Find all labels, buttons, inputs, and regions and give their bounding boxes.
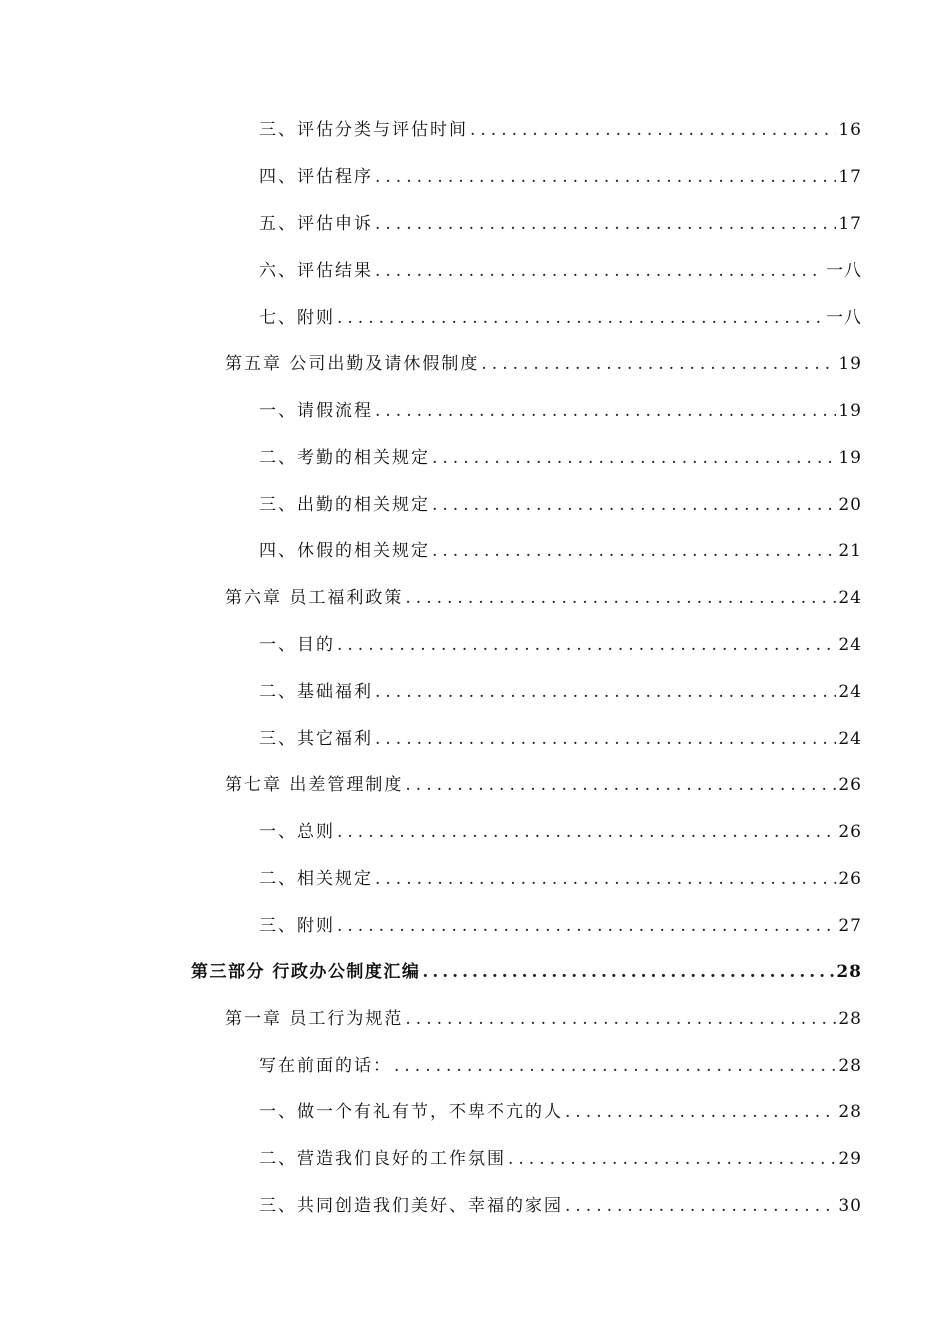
toc-leader-dots: [337, 916, 836, 936]
toc-entry-title: 三、其它福利: [259, 729, 373, 749]
toc-entry[interactable]: [259, 911, 862, 936]
toc-entry-title: 二、营造我们良好的工作氛围: [259, 1149, 506, 1169]
toc-entry-title: 第一章 员工行为规范: [225, 1009, 404, 1029]
toc-leader-dots: [422, 962, 834, 982]
toc-entry-page: 28: [838, 1009, 862, 1029]
toc-leader-dots: [375, 167, 836, 187]
toc-entry-title: 五、评估申诉: [259, 214, 373, 234]
toc-entry-page: 24: [838, 682, 862, 702]
toc-entry-title: 第六章 员工福利政策: [225, 588, 404, 608]
toc-leader-dots: [375, 682, 836, 702]
toc-leader-dots: [405, 775, 836, 795]
toc-leader-dots: [337, 635, 836, 655]
toc-entry-title: 第七章 出差管理制度: [225, 775, 404, 795]
toc-entry-title: 三、附则: [259, 916, 335, 936]
toc-entry[interactable]: [259, 1097, 862, 1122]
toc-leader-dots: [375, 401, 836, 421]
toc-entry[interactable]: [259, 490, 862, 515]
toc-entry[interactable]: [259, 209, 862, 234]
toc-entry-title: 一、总则: [259, 822, 335, 842]
toc-entry-page: 21: [838, 541, 862, 561]
toc-entry-page: 26: [838, 775, 862, 795]
toc-entry-page: 24: [838, 635, 862, 655]
toc-leader-dots: [337, 822, 836, 842]
toc-entry-title: 二、基础福利: [259, 682, 373, 702]
toc-entry-page: 19: [838, 401, 862, 421]
toc-entry-page: 一八: [826, 261, 862, 281]
toc-entry[interactable]: [225, 1004, 862, 1029]
toc-leader-dots: [432, 541, 836, 561]
toc-entry-title: 二、考勤的相关规定: [259, 448, 430, 468]
toc-entry[interactable]: [259, 1191, 862, 1216]
toc-entry-page: 24: [838, 588, 862, 608]
toc-entry-page: 17: [838, 214, 862, 234]
toc-entry-part[interactable]: [191, 957, 862, 982]
toc-entry-title: 二、相关规定: [259, 869, 373, 889]
toc-leader-dots: [565, 1196, 836, 1216]
toc-entry-page: 17: [838, 167, 862, 187]
toc-entry-title: 一、请假流程: [259, 401, 373, 421]
toc-leader-dots: [470, 120, 836, 140]
toc-entry-title: 三、评估分类与评估时间: [259, 120, 468, 140]
toc-entry[interactable]: [225, 770, 862, 795]
toc-entry-page: 26: [838, 869, 862, 889]
toc-entry-title: 三、出勤的相关规定: [259, 495, 430, 515]
toc-entry[interactable]: [259, 443, 862, 468]
toc-leader-dots: [432, 448, 836, 468]
toc-entry[interactable]: [259, 115, 862, 140]
toc-entry-page: 29: [838, 1149, 862, 1169]
toc-entry[interactable]: [225, 349, 862, 374]
toc-entry-page: 16: [838, 120, 862, 140]
toc-entry-title: 六、评估结果: [259, 261, 373, 281]
toc-entry-page: 28: [838, 1056, 862, 1076]
toc-entry[interactable]: [259, 1051, 862, 1076]
toc-entry[interactable]: [259, 536, 862, 561]
toc-leader-dots: [375, 261, 824, 281]
toc-entry-page: 19: [838, 448, 862, 468]
toc-leader-dots: [375, 729, 836, 749]
toc-leader-dots: [508, 1149, 836, 1169]
toc-entry-title: 四、休假的相关规定: [259, 541, 430, 561]
toc-entry[interactable]: [259, 630, 862, 655]
toc-entry-page: 20: [838, 495, 862, 515]
toc-entry-page: 26: [838, 822, 862, 842]
toc-leader-dots: [394, 1056, 836, 1076]
toc-entry[interactable]: [225, 583, 862, 608]
toc-leader-dots: [375, 869, 836, 889]
toc-leader-dots: [481, 354, 836, 374]
toc-entry-page: 24: [838, 729, 862, 749]
toc-leader-dots: [432, 495, 836, 515]
toc-entry-title: 三、共同创造我们美好、幸福的家园: [259, 1196, 563, 1216]
toc-entry[interactable]: [259, 724, 862, 749]
toc-leader-dots: [337, 308, 824, 328]
toc-entry-title: 写在前面的话：: [259, 1056, 392, 1076]
toc-entry-page: 28: [836, 962, 862, 982]
toc-leader-dots: [565, 1102, 836, 1122]
toc-entry[interactable]: [259, 303, 862, 328]
toc-entry[interactable]: [259, 396, 862, 421]
toc-leader-dots: [405, 588, 836, 608]
toc-entry[interactable]: [259, 256, 862, 281]
toc-entry-title: 第三部分 行政办公制度汇编: [191, 962, 421, 982]
toc-entry-page: 27: [838, 916, 862, 936]
toc-entry[interactable]: [259, 1144, 862, 1169]
toc-entry[interactable]: [259, 162, 862, 187]
toc-entry-page: 30: [838, 1196, 862, 1216]
toc-leader-dots: [375, 214, 836, 234]
toc-entry-page: 28: [838, 1102, 862, 1122]
toc-entry[interactable]: [259, 677, 862, 702]
toc-entry-page: 一八: [826, 308, 862, 328]
toc-entry-title: 第五章 公司出勤及请休假制度: [225, 354, 480, 374]
toc-entry[interactable]: [259, 864, 862, 889]
toc-entry-title: 一、目的: [259, 635, 335, 655]
toc-entry-page: 19: [838, 354, 862, 374]
toc-entry[interactable]: [259, 817, 862, 842]
toc-entry-title: 一、做一个有礼有节，不卑不亢的人: [259, 1102, 563, 1122]
toc-entry-title: 七、附则: [259, 308, 335, 328]
toc-leader-dots: [405, 1009, 836, 1029]
toc-entry-title: 四、评估程序: [259, 167, 373, 187]
